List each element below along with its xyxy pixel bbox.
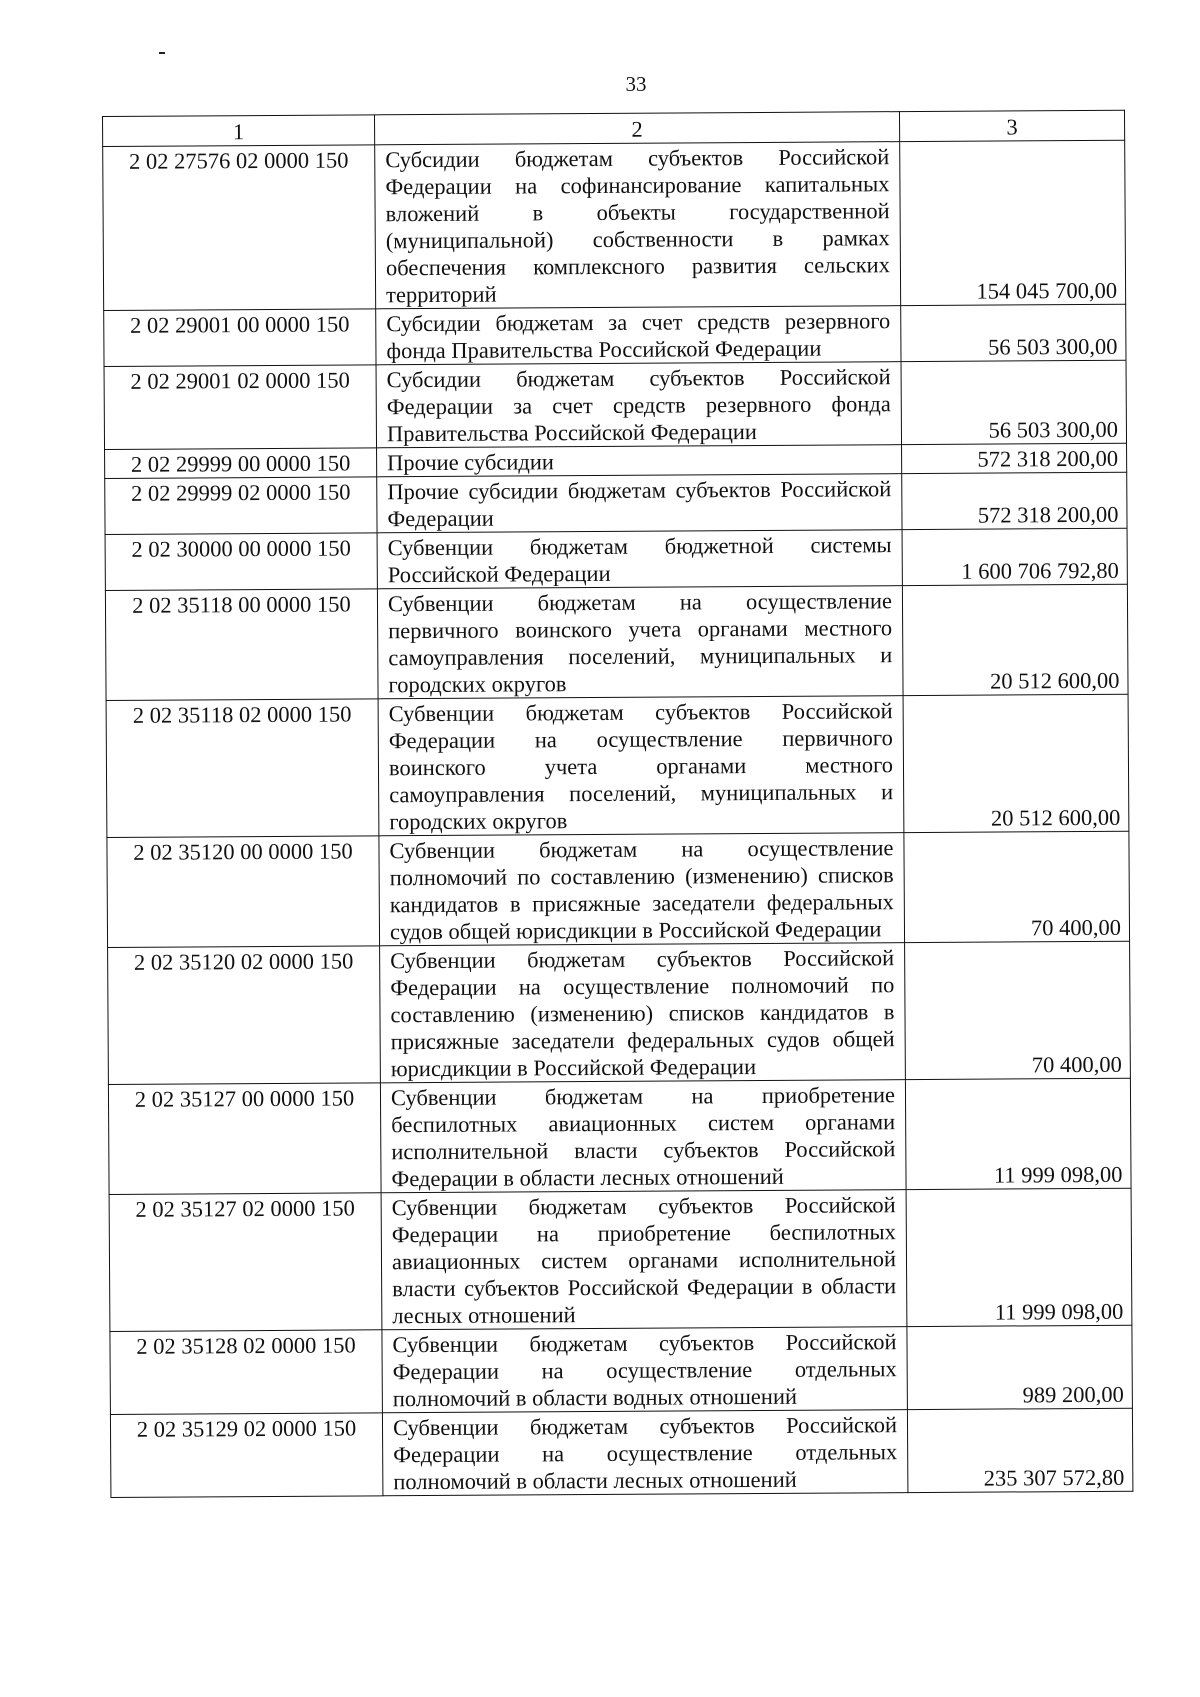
table-row: [105, 472, 1127, 534]
table-row: [104, 360, 1126, 449]
row-code: 2 02 29999 00 0000 150: [105, 448, 377, 479]
row-code: 2 02 29001 00 0000 150: [104, 309, 376, 367]
row-code: 2 02 35129 02 0000 150: [110, 1413, 383, 1498]
row-code: 2 02 35120 00 0000 150: [107, 836, 380, 948]
row-description: Субвенции бюджетам субъектов Российской Федерации на осуществление отдельных полномочий в области водных отношений: [382, 1327, 907, 1413]
row-amount: 70 400,00: [904, 831, 1130, 942]
row-amount: 989 200,00: [907, 1325, 1133, 1409]
row-description: Субсидии бюджетам субъектов Российской Федерации за счет средств резервного фонда Правительства Российской Федерации: [376, 362, 901, 448]
row-description: Прочие субсидии бюджетам субъектов Российской Федерации: [377, 474, 902, 533]
row-code: 2 02 27576 02 0000 150: [103, 145, 376, 311]
row-amount: 11 999 098,00: [905, 1078, 1131, 1189]
row-code: 2 02 35118 00 0000 150: [105, 589, 378, 701]
table-row: [107, 831, 1130, 947]
row-code: 2 02 35127 02 0000 150: [109, 1193, 382, 1332]
row-amount: 572 318 200,00: [902, 443, 1127, 473]
table-row: [104, 304, 1126, 366]
scan-mark: [159, 52, 165, 54]
table-row: [106, 694, 1129, 837]
row-code: 2 02 35120 02 0000 150: [108, 946, 381, 1085]
table-row: [105, 584, 1128, 700]
row-code: 2 02 35118 02 0000 150: [106, 699, 379, 838]
row-amount: 70 400,00: [905, 941, 1131, 1079]
row-amount: 20 512 600,00: [902, 584, 1128, 695]
row-description: Прочие субсидии: [377, 445, 902, 477]
row-code: 2 02 29999 02 0000 150: [105, 477, 377, 535]
row-amount: 20 512 600,00: [903, 694, 1129, 832]
page-number: 33: [625, 72, 647, 96]
row-description: Субвенции бюджетам субъектов Российской Федерации на осуществление первичного воинского учета органами местного самоуправления поселений, муниципальных и городских округов: [378, 696, 904, 836]
table-row: [110, 1325, 1132, 1414]
row-amount: 235 307 572,80: [907, 1408, 1133, 1492]
row-description: Субсидии бюджетам субъектов Российской Федерации на софинансирование капитальных вложений в объекты государственной (муниципальной) собственности в рамках обеспечения комплексного развития сельских территорий: [375, 142, 901, 309]
column-header-amount: 3: [899, 110, 1124, 141]
row-description: Субвенции бюджетам бюджетной системы Российской Федерации: [377, 530, 902, 589]
row-description: Субвенции бюджетам субъектов Российской Федерации на осуществление отдельных полномочий в области лесных отношений: [382, 1410, 907, 1496]
row-code: 2 02 35128 02 0000 150: [110, 1330, 383, 1415]
row-amount: 572 318 200,00: [902, 472, 1127, 529]
column-header-code: 1: [103, 115, 375, 147]
row-description: Субвенции бюджетам на осуществление полномочий по составлению (изменению) списков кандидатов в присяжные заседатели федеральных судов общей юрисдикции в Российской Федерации: [379, 833, 905, 946]
row-amount: 154 045 700,00: [900, 140, 1126, 305]
row-description: Субвенции бюджетам на приобретение беспилотных авиационных систем органами исполнительной власти субъектов Российской Федерации в области лесных отношений: [380, 1080, 906, 1193]
row-code: 2 02 29001 02 0000 150: [104, 365, 377, 450]
table-row: [109, 1188, 1132, 1331]
row-description: Субсидии бюджетам за счет средств резервного фонда Правительства Российской Федерации: [376, 306, 901, 365]
row-code: 2 02 35127 00 0000 150: [108, 1083, 381, 1195]
row-description: Субвенции бюджетам субъектов Российской Федерации на осуществление полномочий по составлению (изменению) списков кандидатов в присяжные заседатели федеральных судов общей юрисдикции в Российской Федерации: [380, 943, 906, 1083]
row-code: 2 02 30000 00 0000 150: [105, 533, 377, 591]
table-row: [103, 140, 1126, 310]
table-row: [110, 1408, 1132, 1497]
row-description: Субвенции бюджетам субъектов Российской Федерации на приобретение беспилотных авиационных систем органами исполнительной власти субъектов Российской Федерации в области лесных отношений: [381, 1190, 907, 1330]
column-header-description: 2: [374, 112, 899, 145]
table-row: [108, 1078, 1131, 1194]
table-row: [108, 941, 1131, 1084]
row-amount: 11 999 098,00: [906, 1188, 1132, 1326]
row-amount: 56 503 300,00: [901, 360, 1127, 444]
table-row: [105, 528, 1127, 590]
revenue-table: [102, 110, 1133, 1498]
row-amount: 1 600 706 792,80: [902, 528, 1127, 585]
row-amount: 56 503 300,00: [901, 304, 1126, 361]
row-description: Субвенции бюджетам на осуществление первичного воинского учета органами местного самоуправления поселений, муниципальных и городских округов: [377, 586, 903, 699]
